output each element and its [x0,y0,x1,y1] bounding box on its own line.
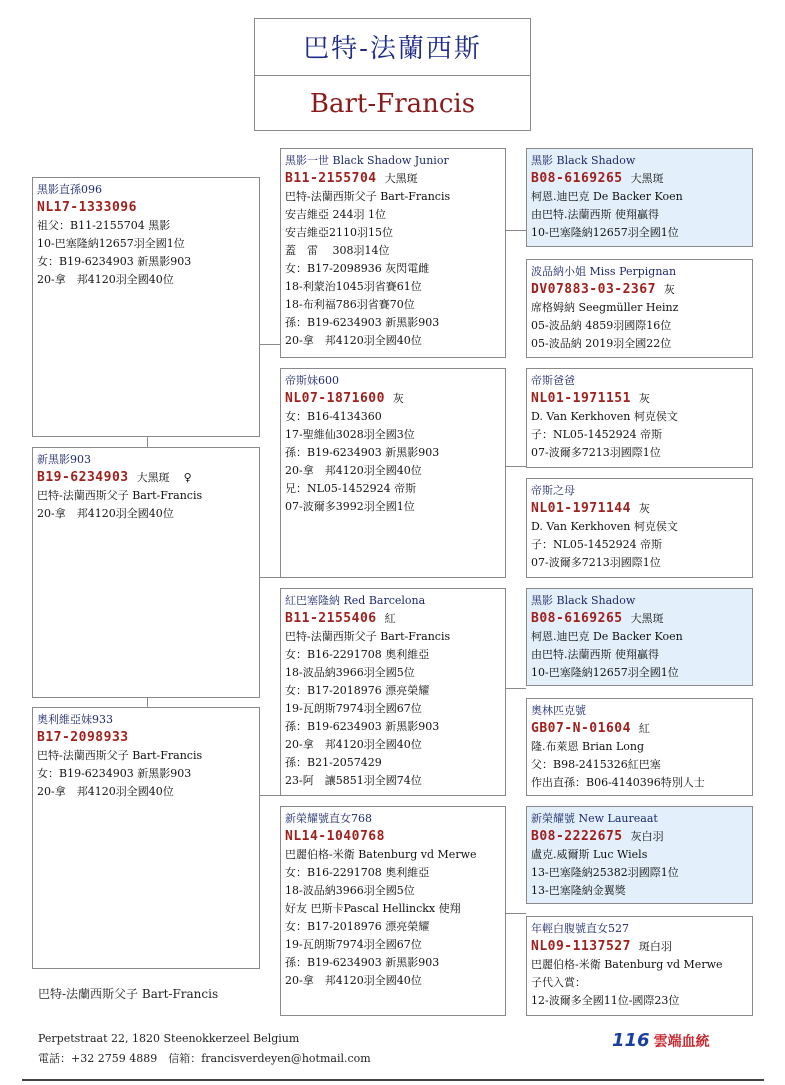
info-line: 07-波爾多7213羽國際1位 [531,556,661,569]
bottom-divider [22,1079,764,1081]
connector [147,436,148,447]
info-line: 18-利蒙治1045羽省賽61位 [285,280,422,293]
info-line: 巴麗伯格-米衛 Batenburg vd Merwe [531,958,723,971]
ring-number: DV07883-03-2367 [531,282,656,297]
info-line: 巴特-法蘭西斯父子 Bart-Francis [37,489,203,502]
info-line: 孫：B19-6234903 新黑影903 [285,956,440,969]
ring-number: B17-2098933 [37,730,129,745]
info-line: 20-拿 邦4120羽全國40位 [285,334,422,347]
info-line: 女：B19-6234903 新黑影903 [37,767,192,780]
info-line: 兄：NL05-1452924 帝斯 [285,482,417,495]
info-line: 10-巴塞隆納12657羽全國1位 [531,666,679,679]
logo-text: 雲端血統 [653,1034,710,1050]
info-line: 19-瓦朗斯7974羽全國67位 [285,938,422,951]
pedigree-box-gg3 [526,368,753,468]
title-box [254,18,531,131]
info-line: 孫：B21-2057429 [285,756,382,769]
info-line: 子：NL05-1452924 帝斯 [531,538,663,551]
feather-color: 灰 [638,392,650,405]
feather-color: 大黑斑 [630,612,664,625]
info-line: 18-波品納3966羽全國5位 [285,884,415,897]
feather-color: 紅 [384,612,396,625]
info-line: 07-波爾多3992羽全國1位 [285,500,415,513]
info-line: 07-波爾多7213羽國際1位 [531,446,661,459]
feather-color: 灰白羽 [630,830,664,843]
owner-name: 巴特-法蘭西斯父子 Bart-Francis [38,987,219,1001]
ring-number: NL07-1871600 [285,391,385,406]
connector [259,344,280,345]
feather-color: 灰 [663,283,675,296]
info-line: 05-波品納 4859羽國際16位 [531,319,672,332]
info-line: 20-拿 邦4120羽全國40位 [285,974,422,987]
bird-name: 年輕白腹號直女527 [531,922,629,935]
feather-color: 紅 [638,722,650,735]
pedigree-box-g1 [280,148,506,358]
info-line: 13-巴塞隆納金翼獎 [531,884,626,897]
info-line: 安吉維亞 244羽 1位 [285,208,386,221]
bird-name: 新榮耀號 New Laureaat [531,812,658,825]
ring-number: NL17-1333096 [37,200,137,215]
info-line: 柯恩.迪巴克 De Backer Koen [531,190,683,203]
info-line: 女：B16-2291708 奧利維亞 [285,648,430,661]
contact-info: 電話：+32 2759 4889 信箱：francisverdeyen@hotmail.com [38,1052,371,1065]
info-line: 孫：B19-6234903 新黑影903 [285,720,440,733]
bird-name: 黑影 Black Shadow [531,154,636,167]
bird-name: 新黑影903 [37,453,91,466]
bird-name: 奧利維亞妹933 [37,713,113,726]
connector [505,688,526,689]
bird-name: 奧林匹克號 [531,704,586,717]
ring-number: GB07-N-01604 [531,721,631,736]
info-line: 巴特-法蘭西斯父子 Bart-Francis [285,630,451,643]
pedigree-box-g3 [280,588,506,796]
info-line: 05-波品納 2019羽全國22位 [531,337,672,350]
pedigree-box-p2 [32,447,260,698]
ring-number: B08-6169265 [531,171,623,186]
info-line: 女：B17-2018976 漂亮榮耀 [285,684,430,697]
info-line: 由巴特.法蘭西斯 使翔贏得 [531,648,659,661]
info-line: 祖父：B11-2155704 黑影 [37,219,171,232]
address: Perpetstraat 22, 1820 Steenokkerzeel Belgium [38,1032,300,1045]
bird-name: 黑影直孫096 [37,183,102,196]
info-line: 盧克.威爾斯 Luc Wiels [531,848,648,861]
info-line: 18-布利福786羽省賽70位 [285,298,415,311]
info-line: 席格姆納 Seegmüller Heinz [531,301,679,314]
bird-name: 帝斯之母 [531,484,575,497]
pedigree-box-g2 [280,368,506,578]
info-line: 好友 巴斯卡Pascal Hellinckx 使翔 [285,902,461,915]
info-line: 20-拿 邦4120羽全國40位 [285,464,422,477]
info-line: 孫：B19-6234903 新黑影903 [285,316,440,329]
ring-number: NL09-1137527 [531,939,631,954]
bird-name: 新榮耀號直女768 [285,812,372,825]
info-line: 隆.布萊恩 Brian Long [531,740,645,753]
connector [505,466,526,467]
pedigree-box-g4 [280,806,506,1016]
info-line: 13-巴塞隆納25382羽國際1位 [531,866,679,879]
info-line: 女：B19-6234903 新黑影903 [37,255,192,268]
info-line: 20-拿 邦4120羽全國40位 [37,273,174,286]
info-line: 由巴特.法蘭西斯 使翔贏得 [531,208,659,221]
info-line: 女：B16-4134360 [285,410,382,423]
info-line: 孫：B19-6234903 新黑影903 [285,446,440,459]
connector [147,697,148,707]
info-line: 10-巴塞隆納12657羽全國1位 [531,226,679,239]
info-line: 女：B17-2018976 漂亮榮耀 [285,920,430,933]
ring-number: B08-2222675 [531,829,623,844]
bird-name: 紅巴塞隆納 Red Barcelona [285,594,426,607]
info-line: 23-阿 讓5851羽全國74位 [285,774,422,787]
info-line: 女：B16-2291708 奧利維亞 [285,866,430,879]
ring-number: B08-6169265 [531,611,623,626]
info-line: D. Van Kerkhoven 柯克侯文 [531,410,678,423]
pedigree-box-gg7 [526,806,753,904]
connector [505,230,526,231]
pedigree-box-p3 [32,707,260,969]
connector [505,913,526,914]
info-line: 12-波爾多全國11位-國際23位 [531,994,680,1007]
info-line: 17-聖維仙3028羽全國3位 [285,428,415,441]
ring-number: B11-2155406 [285,611,377,626]
feather-color: 灰 [638,502,650,515]
info-line: 女：B17-2098936 灰閃電雌 [285,262,430,275]
info-line: 巴特-法蘭西斯父子 Bart-Francis [285,190,451,203]
bird-name: 黑影 Black Shadow [531,594,636,607]
info-line: 安吉維亞2110羽15位 [285,226,393,239]
ring-number: NL01-1971151 [531,391,631,406]
info-line: 20-拿 邦4120羽全國40位 [285,738,422,751]
sex-symbol: ♀ [183,471,192,484]
info-line: 子代入賞： [531,976,586,989]
ring-number: B11-2155704 [285,171,377,186]
title-english: Bart-Francis [309,89,476,119]
logo-number: 116 [612,1030,650,1051]
pedigree-box-gg6 [526,698,753,796]
info-line: 子：NL05-1452924 帝斯 [531,428,663,441]
connector [259,577,280,578]
bird-name: 波品納小姐 Miss Perpignan [531,265,677,278]
info-line: 19-瓦朗斯7974羽全國67位 [285,702,422,715]
pedigree-box-gg4 [526,478,753,578]
bird-name: 帝斯爸爸 [531,374,575,387]
bird-name: 黑影一世 Black Shadow Junior [285,154,449,167]
pedigree-box-gg8 [526,916,753,1016]
info-line: 巴麗伯格-米衛 Batenburg vd Merwe [285,848,477,861]
info-line: D. Van Kerkhoven 柯克侯文 [531,520,678,533]
feather-color: 灰 [392,392,404,405]
ring-number: B19-6234903 [37,470,129,485]
feather-color: 斑白羽 [638,940,672,953]
info-line: 10-巴塞隆納12657羽全國1位 [37,237,185,250]
feather-color: 大黑斑 [630,172,664,185]
info-line: 蓋 雷 308羽14位 [285,244,390,257]
feather-color: 大黑斑 [384,172,418,185]
info-line: 柯恩.迪巴克 De Backer Koen [531,630,683,643]
pedigree-box-gg5 [526,588,753,686]
pedigree-box-p1 [32,177,260,437]
title-chinese: 巴特-法蘭西斯 [255,19,530,76]
info-line: 20-拿 邦4120羽全國40位 [37,785,174,798]
pedigree-box-gg2 [526,259,753,358]
connector [259,795,280,796]
bird-name: 帝斯妹600 [285,374,339,387]
info-line: 作出直孫：B06-4140396特別人士 [531,776,705,789]
info-line: 20-拿 邦4120羽全國40位 [37,507,174,520]
pedigree-box-gg1 [526,148,753,247]
info-line: 巴特-法蘭西斯父子 Bart-Francis [37,749,203,762]
feather-color: 大黑斑 [136,471,170,484]
logo [612,1030,710,1051]
ring-number: NL01-1971144 [531,501,631,516]
ring-number: NL14-1040768 [285,829,385,844]
info-line: 父：B98-2415326紅巴塞 [531,758,661,771]
info-line: 18-波品納3966羽全國5位 [285,666,415,679]
